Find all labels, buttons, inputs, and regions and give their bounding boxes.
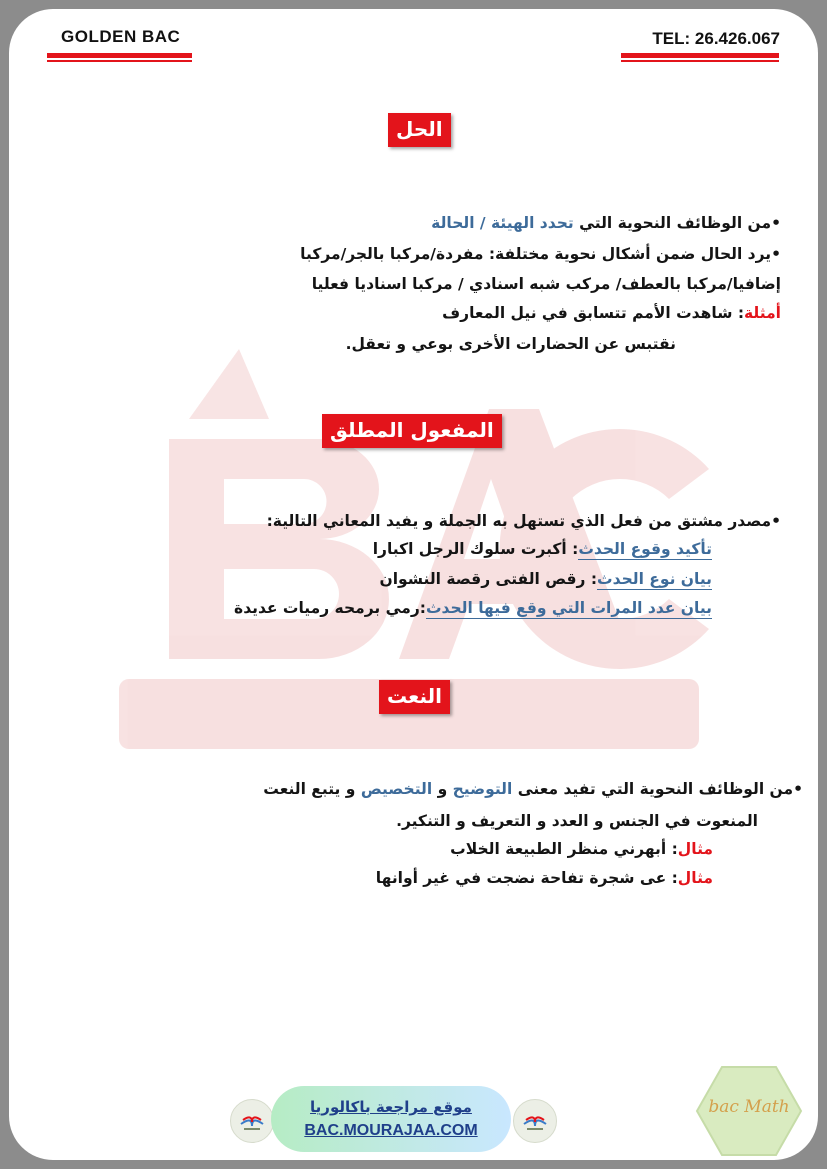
mafool-line-4: بيان عدد المرات التي وقع فيها الحدث:رمي برمحه رميات عديدة [234,599,712,617]
bac-math-logo-text: bac Math [708,1097,790,1117]
hal-line-5: نقتبس عن الحضارات الأخرى بوعي و تعقل. [345,335,676,353]
phone-number: TEL: 26.426.067 [652,29,780,48]
hal-line-2: •يرد الحال ضمن أشكال نحوية مختلفة: مفردة/مركبا بالجر/مركبا [300,245,781,263]
mafool-line-1: •مصدر مشتق من فعل الذي تستهل به الجملة و يفيد المعاني التالية: [266,512,781,530]
book-logo-icon-graphic [231,1100,273,1142]
book-logo-icon [230,1099,274,1143]
hal-line-1: •من الوظائف النحوية التي تحدد الهيئة / الحالة [431,214,781,232]
header-rule-left [47,53,192,58]
section-title-mafool: المفعول المطلق [322,414,502,448]
document-page [9,9,818,1160]
naat-line-3: مثال: أبهرني منظر الطبيعة الخلاب [450,840,713,858]
site-banner[interactable] [271,1086,511,1152]
site-url-link[interactable]: BAC.MOURAJAA.COM [304,1122,478,1139]
naat-line-4: مثال: عى شجرة تفاحة نضجت في غير أوانها [375,869,713,887]
hal-line-4: أمثلة: شاهدت الأمم تتسابق في نيل المعارف [442,304,781,322]
section-title-hal: الحل [388,113,451,147]
book-logo-icon-graphic [514,1100,556,1142]
naat-line-2: المنعوت في الجنس و العدد و التعريف و التنكير. [396,812,758,830]
header-rule-right-thin [621,60,779,62]
naat-line-1: •من الوظائف النحوية التي تفيد معنى التوضيح و التخصيص و يتبع النعت [263,780,803,798]
mafool-line-2: تأكيد وقوع الحدث: أكبرت سلوك الرجل اكبارا [372,540,712,558]
section-title-naat: النعت [379,680,450,714]
book-logo-icon [513,1099,557,1143]
mafool-line-3: بيان نوع الحدث: رقص الفتى رقصة النشوان [379,570,712,588]
brand-name: GOLDEN BAC [61,27,181,46]
hal-line-3: إضافيا/مركبا بالعطف/ مركب شبه اسنادي / مركبا اسناديا فعليا [311,275,781,293]
header-rule-right [621,53,779,58]
site-label[interactable]: موقع مراجعة باكالوريا [310,1098,472,1116]
header-rule-left-thin [47,60,192,62]
bac-math-logo [695,1065,803,1157]
